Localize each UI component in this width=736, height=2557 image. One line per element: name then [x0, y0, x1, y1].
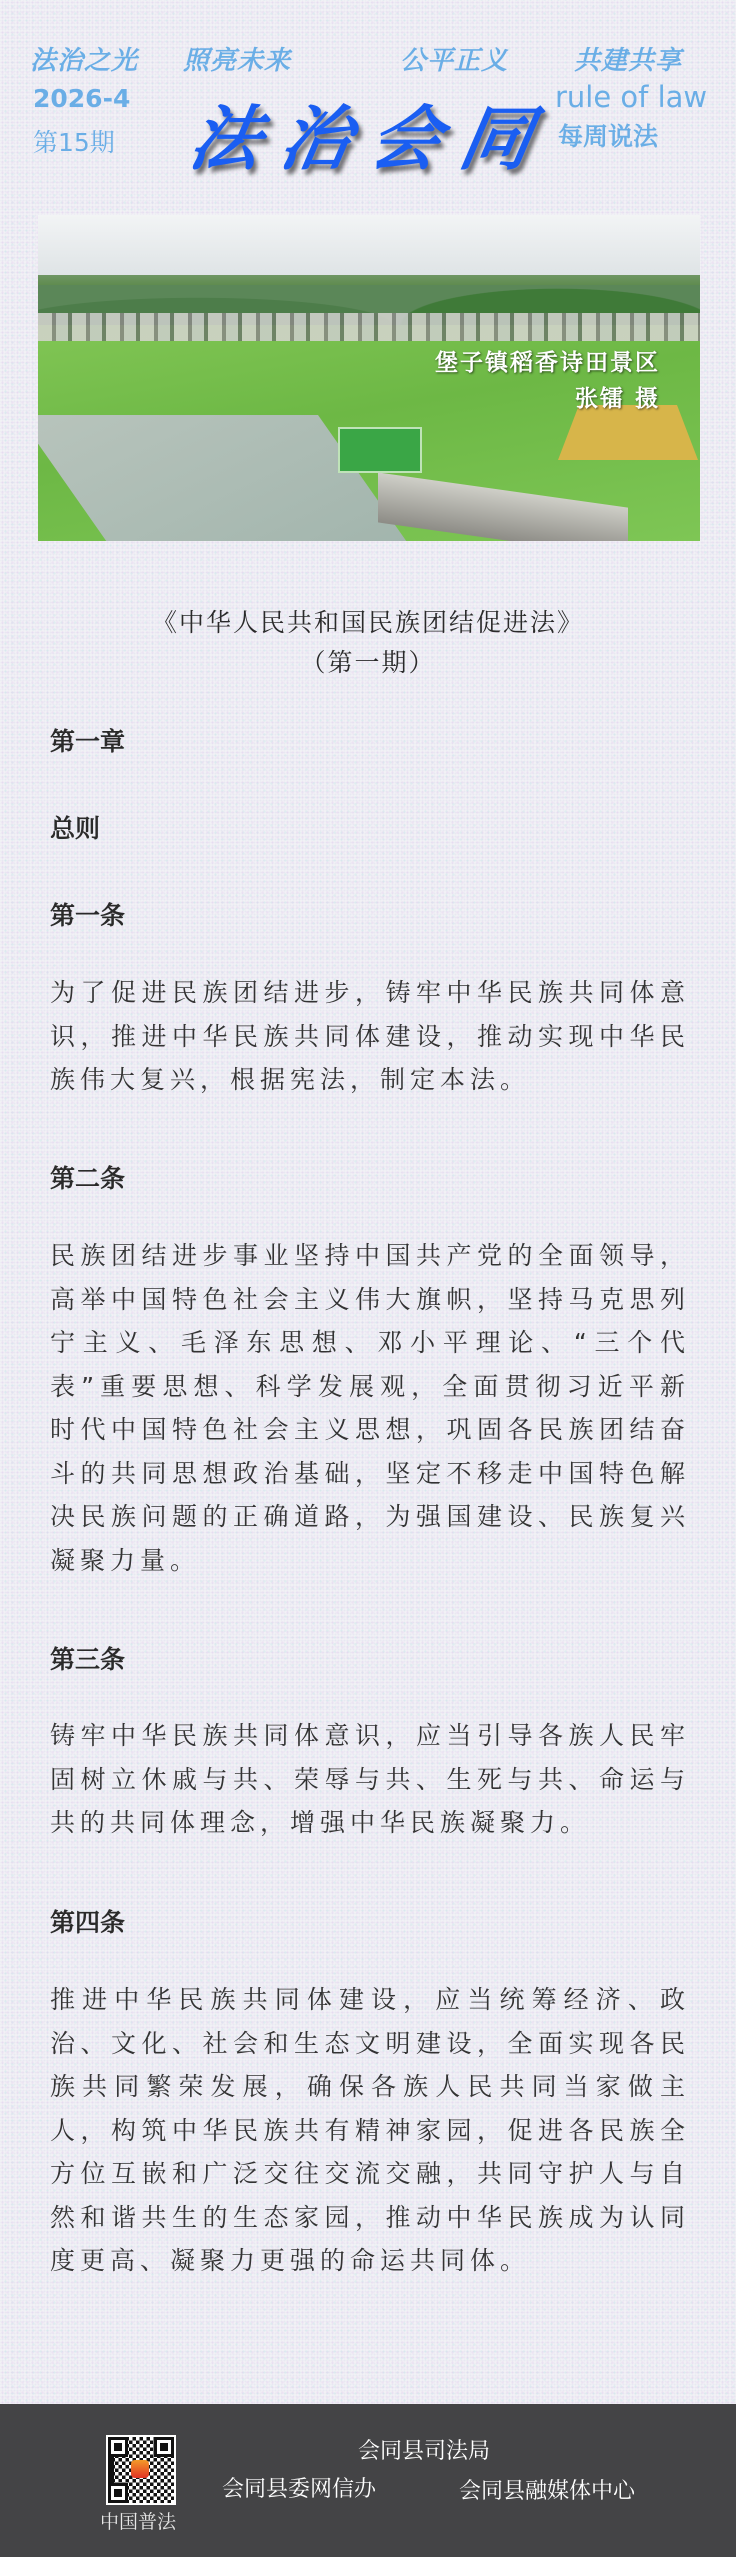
photo-stage — [338, 427, 422, 473]
chapter-heading: 第一章 — [50, 727, 126, 756]
article-1-text: 为了促进民族团结进步，铸牢中华民族共同体意识，推进中华民族共同体建设，推动实现中华民族伟大复兴，根据宪法，制定本法。 — [50, 978, 690, 1094]
qr-finder-icon — [108, 2437, 128, 2457]
qr-label: 中国普法 — [100, 2511, 177, 2533]
slogan-2: 照亮未来 — [183, 46, 292, 76]
brand-title — [183, 92, 539, 180]
article-4-text: 推进中华民族共同体建设，应当统筹经济、政治、文化、社会和生态文明建设，全面实现各民族共同繁荣发展，确保各族人民共同当家做主人，构筑中华民族共有精神家园，促进各民族全方位互嵌和广泛交往交流交融，共同守护人与自然和谐共生的生态家园，推动中华民族成为认同度更高、凝聚力更强的命运共同体。 — [50, 1985, 690, 2275]
landscape-photo — [38, 215, 700, 541]
org-cyberspace-office: 会同县委网信办 — [222, 2477, 377, 2502]
qr-finder-icon — [108, 2483, 128, 2503]
brand-char-1: 法 — [183, 96, 269, 180]
slogan-4: 共建共享 — [574, 46, 683, 76]
org-justice-bureau: 会同县司法局 — [358, 2439, 491, 2464]
document-subtitle: （第一期） — [300, 648, 436, 677]
qr-code[interactable] — [106, 2435, 176, 2505]
photo-caption-location: 堡子镇稻香诗田景区 — [435, 349, 660, 376]
article-3-text: 铸牢中华民族共同体意识，应当引导各族人民牢固树立休戚与共、荣辱与共、生死与共、命运与共的共同体理念，增强中华民族凝聚力。 — [50, 1721, 690, 1837]
slogan-1: 法治之光 — [30, 46, 139, 76]
article-2-heading: 第二条 — [50, 1164, 126, 1193]
article-4-heading: 第四条 — [50, 1908, 126, 1937]
brand-char-2: 治 — [273, 96, 359, 180]
article-2-text: 民族团结进步事业坚持中国共产党的全面领导，高举中国特色社会主义伟大旗帜，坚持马克思列宁主义、毛泽东思想、邓小平理论、“三个代表”重要思想、科学发展观，全面贯彻习近平新时代中国特色社会主义思想，巩固各民族团结奋斗的共同思想政治基础，坚定不移走中国特色解决民族问题的正确道路，为强国建设、民族复兴凝聚力量。 — [50, 1241, 690, 1575]
photo-caption-credit: 张镭 摄 — [574, 385, 660, 412]
english-tagline: rule of law — [555, 80, 708, 114]
org-media-center: 会同县融媒体中心 — [459, 2479, 636, 2504]
column-name: 每周说法 — [558, 122, 659, 151]
slogan-3: 公平正义 — [400, 46, 509, 76]
issue-date: 2026-4 — [33, 84, 131, 113]
photo-village — [38, 313, 700, 341]
article-1-heading: 第一条 — [50, 901, 126, 930]
article-3-heading: 第三条 — [50, 1645, 126, 1674]
brand-char-4: 同 — [453, 96, 539, 180]
document-title: 《中华人民共和国民族团结促进法》 — [151, 608, 584, 637]
photo-caption — [435, 345, 660, 417]
chapter-name: 总则 — [50, 814, 101, 843]
issue-number: 第15期 — [33, 128, 115, 157]
footer — [0, 2404, 736, 2557]
pufa-logo-icon — [131, 2460, 149, 2478]
brand-char-3: 会 — [363, 96, 449, 180]
qr-finder-icon — [154, 2437, 174, 2457]
